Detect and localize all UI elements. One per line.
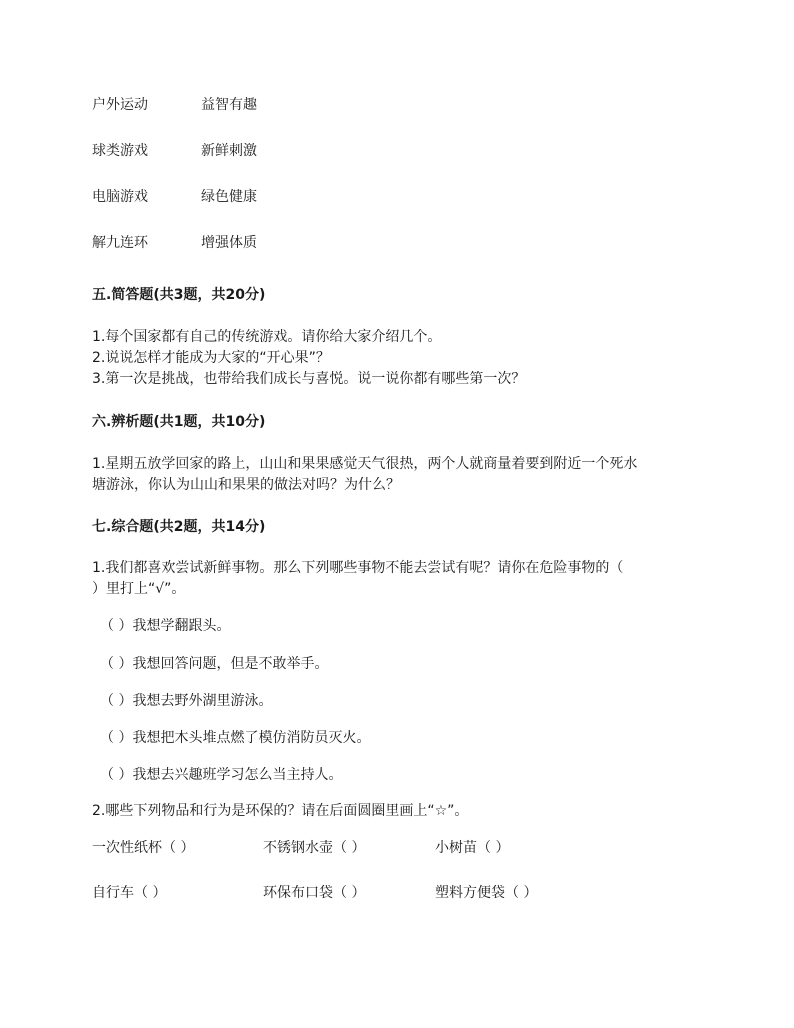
question-text: 3.第一次是挑战，也带给我们成长与喜悦。说一说你都有哪些第一次？ bbox=[92, 371, 526, 387]
match-right-item: 益智有趣 bbox=[201, 97, 257, 113]
section-heading: 七.综合题(共2题，共14分) bbox=[92, 519, 266, 535]
eco-item: 一次性纸杯（ ） bbox=[92, 840, 195, 856]
option-item: （ ）我想去兴趣班学习怎么当主持人。 bbox=[100, 767, 343, 783]
question-text: ）里打上“√”。 bbox=[92, 581, 186, 597]
option-item: （ ）我想把木头堆点燃了模仿消防员灭火。 bbox=[100, 730, 371, 746]
eco-item: 小树苗（ ） bbox=[435, 840, 510, 856]
question-text: 1.我们都喜欢尝试新鲜事物。那么下列哪些事物不能去尝试有呢？请你在危险事物的（ bbox=[92, 560, 624, 576]
eco-item: 塑料方便袋（ ） bbox=[435, 885, 538, 901]
match-right-item: 绿色健康 bbox=[201, 189, 257, 205]
match-left-item: 电脑游戏 bbox=[92, 189, 148, 205]
question-text: 塘游泳，你认为山山和果果的做法对吗？为什么？ bbox=[92, 477, 400, 493]
match-left-item: 解九连环 bbox=[92, 235, 148, 251]
question-text: 1.每个国家都有自己的传统游戏。请你给大家介绍几个。 bbox=[92, 329, 442, 345]
match-left-item: 户外运动 bbox=[92, 97, 148, 113]
question-text: 2.说说怎样才能成为大家的“开心果”？ bbox=[92, 350, 330, 366]
question-text: 1.星期五放学回家的路上，山山和果果感觉天气很热，两个人就商量着要到附近一个死水 bbox=[92, 456, 638, 472]
section-heading: 五.简答题(共3题，共20分) bbox=[92, 287, 266, 303]
option-item: （ ）我想学翻跟头。 bbox=[100, 618, 231, 634]
section-heading: 六.辨析题(共1题，共10分) bbox=[92, 414, 266, 430]
question-text: 2.哪些下列物品和行为是环保的？请在后面圆圈里画上“☆”。 bbox=[92, 803, 469, 819]
eco-item: 环保布口袋（ ） bbox=[263, 885, 366, 901]
match-right-item: 增强体质 bbox=[201, 235, 257, 251]
match-left-item: 球类游戏 bbox=[92, 143, 148, 159]
eco-item: 自行车（ ） bbox=[92, 885, 167, 901]
eco-item: 不锈钢水壶（ ） bbox=[263, 840, 366, 856]
match-right-item: 新鲜刺激 bbox=[201, 143, 257, 159]
option-item: （ ）我想回答问题，但是不敢举手。 bbox=[100, 656, 329, 672]
option-item: （ ）我想去野外湖里游泳。 bbox=[100, 693, 273, 709]
